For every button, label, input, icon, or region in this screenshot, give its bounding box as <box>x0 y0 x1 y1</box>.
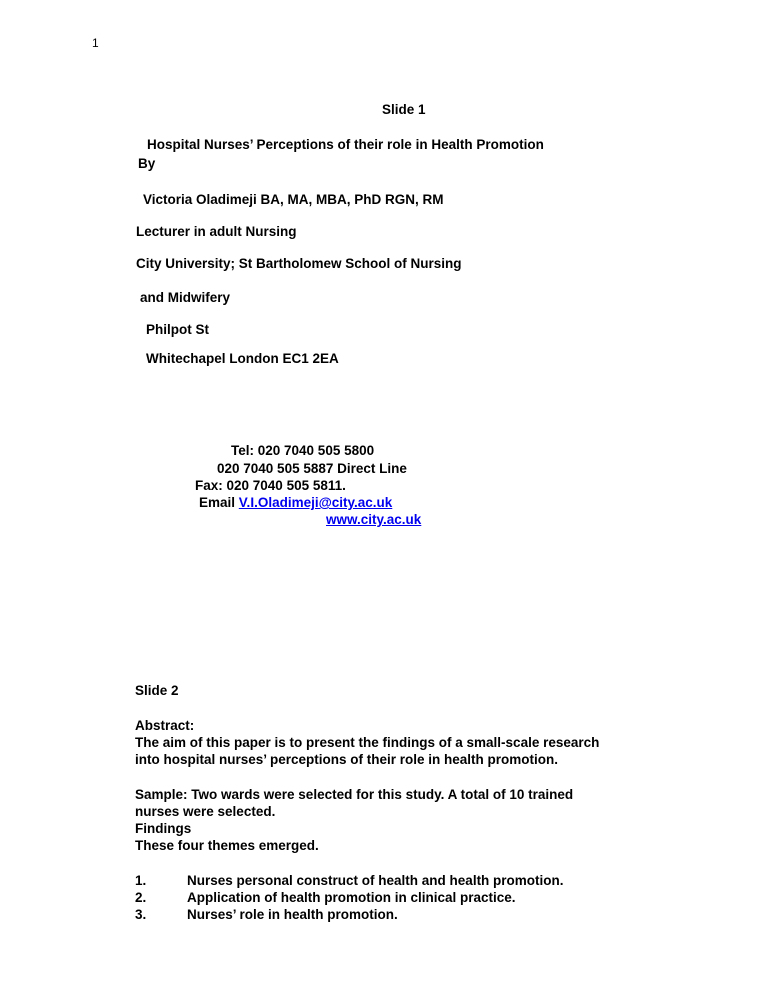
theme-2-number: 2. <box>135 890 147 905</box>
page-number: 1 <box>92 36 99 50</box>
direct-line: 020 7040 505 5887 Direct Line <box>217 461 407 476</box>
theme-1-text: Nurses personal construct of health and health promotion. <box>187 873 564 888</box>
theme-3-number: 3. <box>135 907 147 922</box>
abstract-line-2: into hospital nurses’ perceptions of their role in health promotion. <box>135 752 559 767</box>
address-city: Whitechapel London EC1 2EA <box>146 351 339 366</box>
website-line <box>326 512 421 528</box>
fax: Fax: 020 7040 505 5811. <box>195 478 346 493</box>
slide-1-heading: Slide 1 <box>382 102 426 117</box>
slide-2-heading: Slide 2 <box>135 683 179 698</box>
abstract-line-1: The aim of this paper is to present the findings of a small-scale research <box>135 735 600 750</box>
author-name: Victoria Oladimeji BA, MA, MBA, PhD RGN, RM <box>143 192 444 207</box>
website-link[interactable]: www.city.ac.uk <box>326 512 422 527</box>
by-label: By <box>138 156 156 171</box>
findings-label: Findings <box>135 821 192 836</box>
themes-intro: These four themes emerged. <box>135 838 319 853</box>
abstract-label: Abstract: <box>135 718 195 733</box>
email-label: Email <box>199 495 236 510</box>
institution-line-1: City University; St Bartholomew School of Nursing <box>136 256 462 271</box>
sample-line-2: nurses were selected. <box>135 804 276 819</box>
author-position: Lecturer in adult Nursing <box>136 224 297 239</box>
sample-line-1: Sample: Two wards were selected for this study. A total of 10 trained <box>135 787 574 802</box>
theme-1-number: 1. <box>135 873 147 888</box>
theme-2-text: Application of health promotion in clinical practice. <box>187 890 516 905</box>
address-street: Philpot St <box>146 322 209 337</box>
document-title: Hospital Nurses’ Perceptions of their role in Health Promotion <box>147 137 544 152</box>
email-link[interactable]: V.I.Oladimeji@city.ac.uk <box>238 495 393 510</box>
email-line <box>199 495 392 511</box>
telephone: Tel: 020 7040 505 5800 <box>231 443 375 458</box>
institution-line-2: and Midwifery <box>140 290 231 305</box>
theme-3-text: Nurses’ role in health promotion. <box>187 907 398 922</box>
